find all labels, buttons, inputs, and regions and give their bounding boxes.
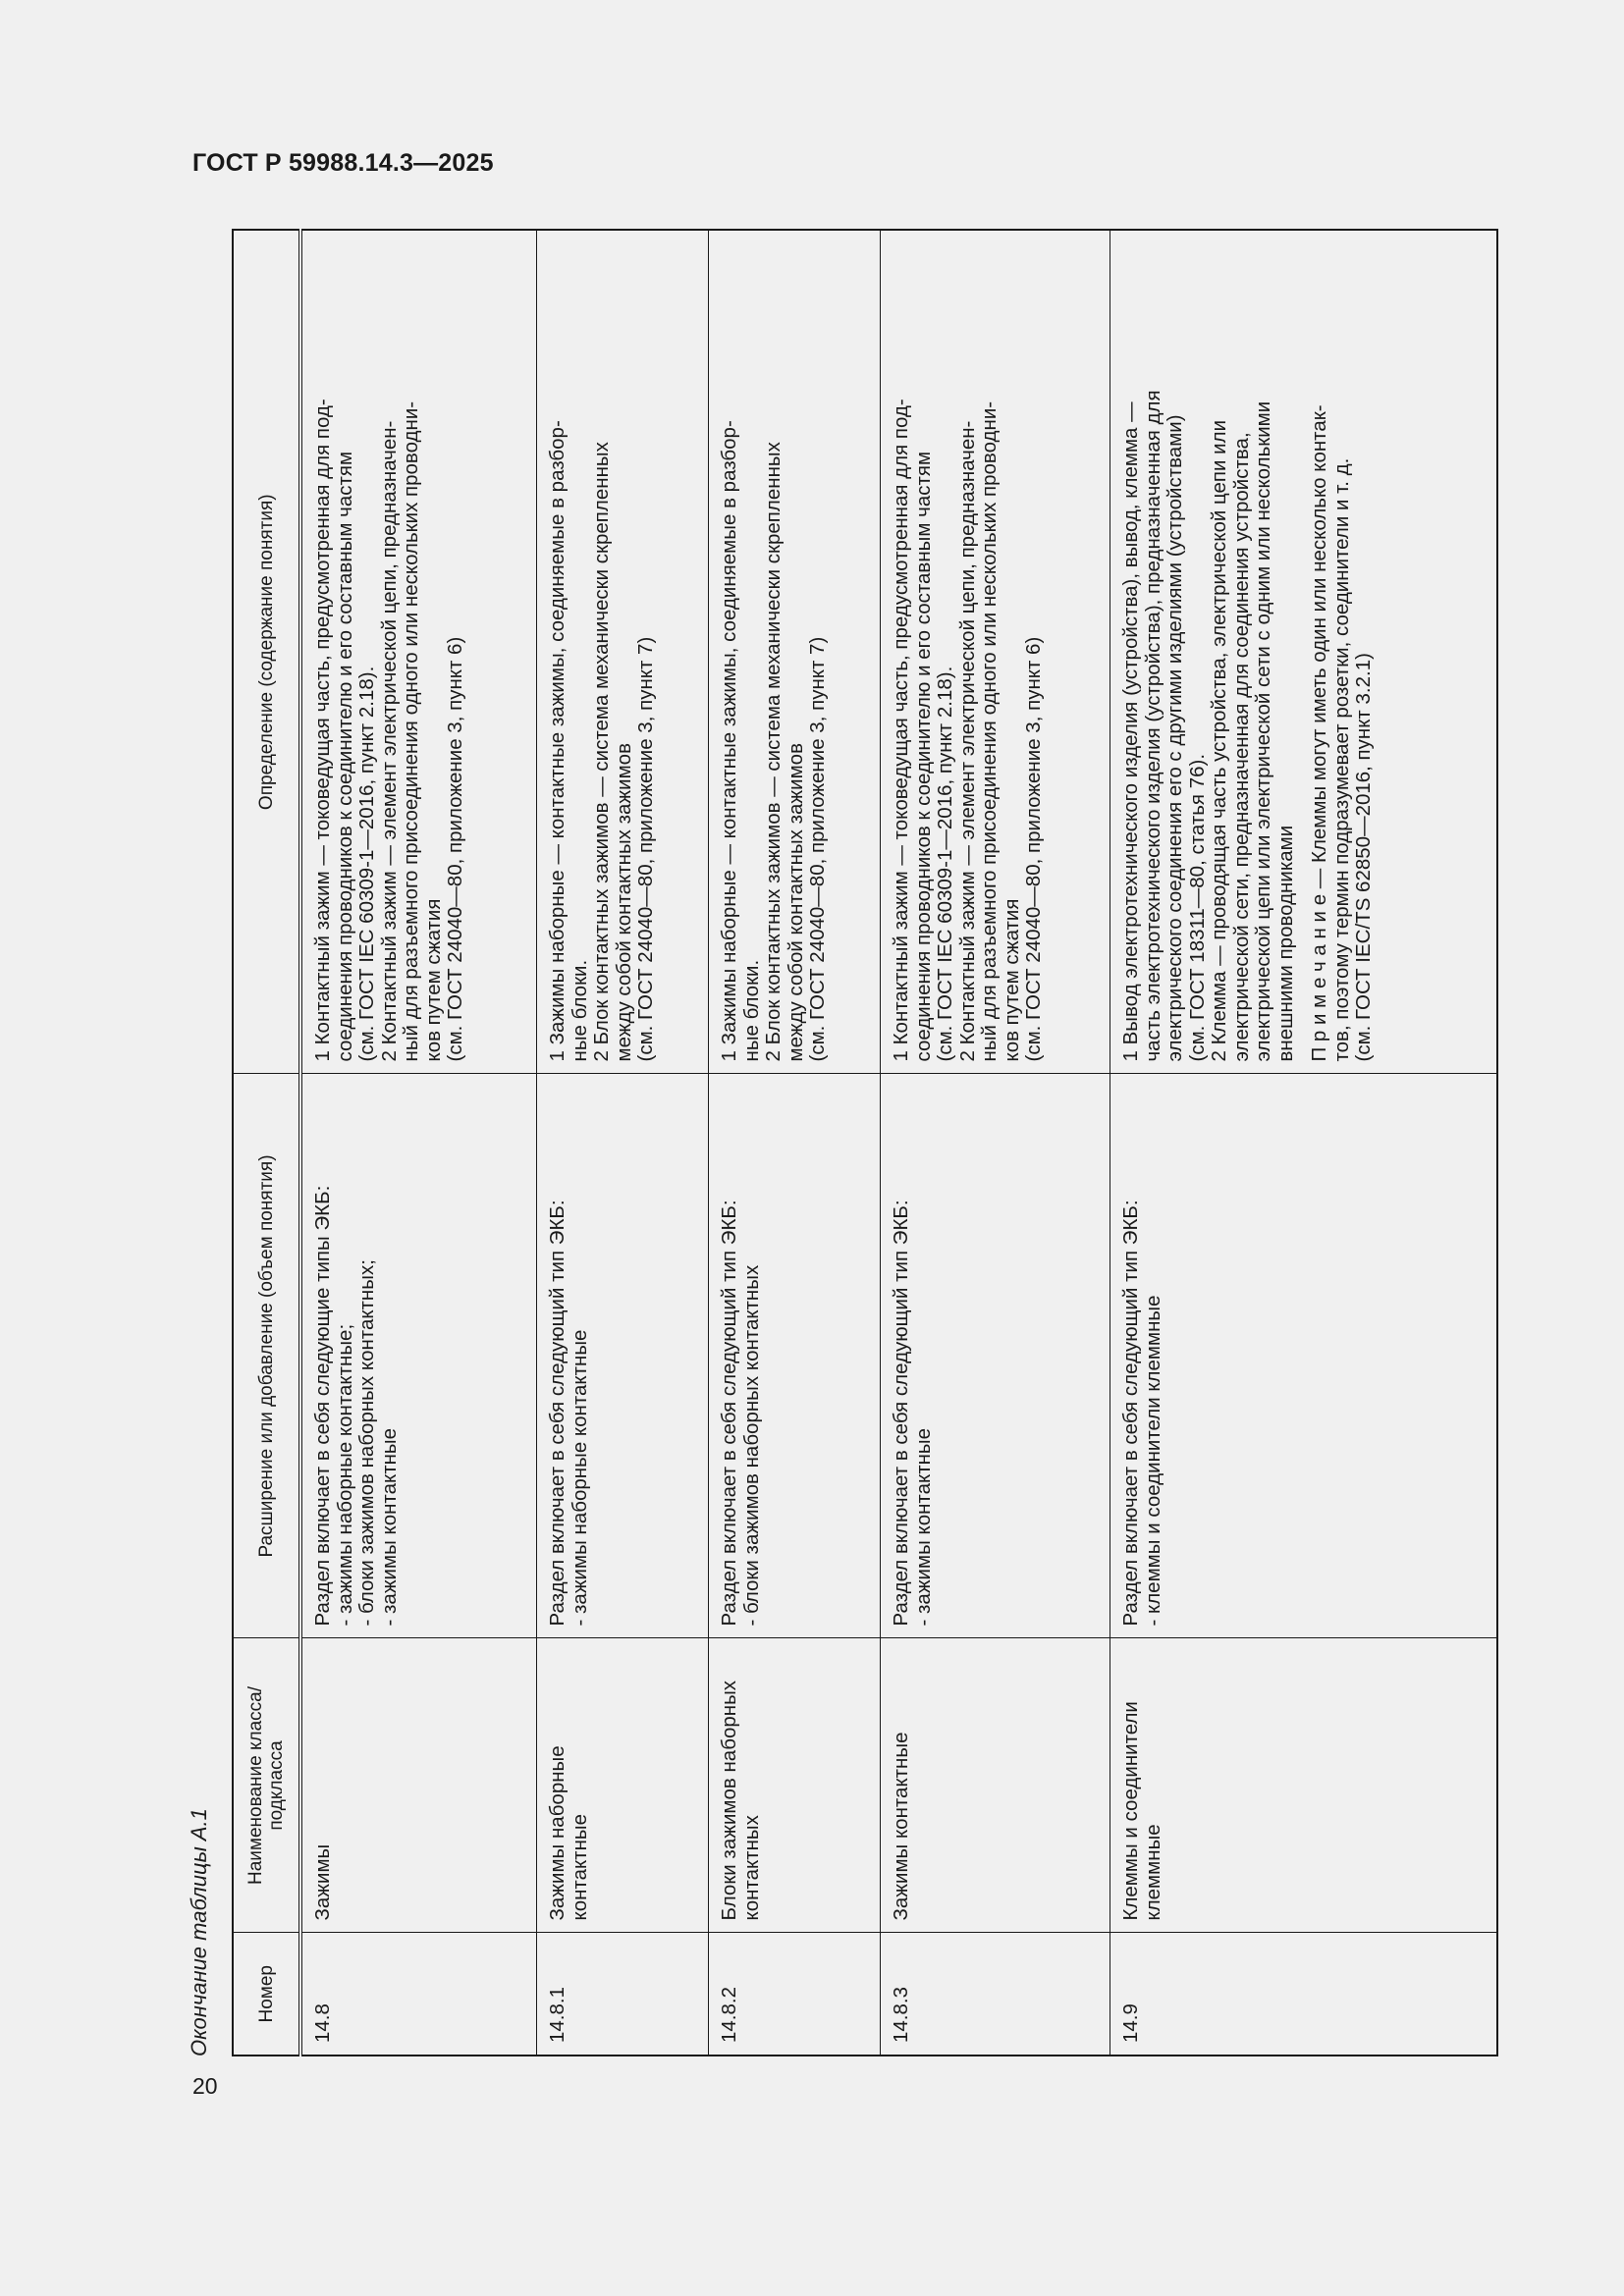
definition-line: (см. ГОСТ 24040—80, приложение 3, пункт 6) — [444, 636, 466, 1062]
definition-line: электрической сети, предназначенная для соединения устройства, — [1229, 432, 1253, 1062]
definition-line: ный для разъемного присоединения одного или нескольких проводни- — [978, 400, 1001, 1062]
cell-number: 14.8.3 — [881, 1933, 1110, 2056]
definition-line: (см. ГОСТ 24040—80, приложение 3, пункт 6) — [1022, 636, 1045, 1062]
definition-line: ные блоки. — [568, 959, 591, 1062]
note-line: тов, поэтому термин подразумевает розетки, соединители и т. д. — [1329, 457, 1353, 1062]
scope-line: Раздел включает в себя следующий тип ЭКБ: — [546, 1200, 568, 1627]
cell-name: Зажимы наборные контактные — [537, 1638, 709, 1933]
note-line: (см. ГОСТ IEC/TS 62850—2016, пункт 3.2.1) — [1352, 653, 1375, 1062]
definition-line: между собой контактных зажимов — [612, 743, 635, 1062]
cell-definition — [300, 230, 537, 1074]
cell-scope — [537, 1074, 709, 1638]
table-row — [881, 230, 1110, 2056]
scope-line: - блоки зажимов наборных контактных — [739, 1264, 763, 1627]
cell-number: 14.8 — [300, 1933, 537, 2056]
definition-line: электрической цепи или электрической сети с одним или несколькими — [1252, 400, 1274, 1062]
table-caption: Окончание таблицы А.1 — [187, 1808, 211, 2056]
definition-line: 1 Зажимы наборные — контактные зажимы, соединяемые в разбор- — [718, 420, 740, 1062]
cell-scope — [1110, 1074, 1498, 1638]
table-header-row — [233, 230, 300, 2056]
definition-line: ков путем сжатия — [421, 898, 445, 1062]
cell-definition — [709, 230, 881, 1074]
definition-line: 1 Контактный зажим — токоведущая часть, предусмотренная для под- — [311, 399, 334, 1062]
cell-number: 14.8.1 — [537, 1933, 709, 2056]
cell-number: 14.8.2 — [709, 1933, 881, 2056]
definition-line: соединения проводников к соединителю и его составным частям — [333, 451, 356, 1062]
definition-line: ные блоки. — [739, 959, 763, 1062]
scope-line: - зажимы наборные контактные — [568, 1329, 591, 1627]
cell-name: Блоки зажимов наборных контактных — [709, 1638, 881, 1933]
column-header-number: Номер — [233, 1933, 300, 2056]
cell-name: Зажимы — [300, 1638, 537, 1933]
definition-line: 1 Вывод электротехнического изделия (устройства), вывод, клемма — — [1119, 401, 1142, 1062]
table-row — [300, 230, 537, 2056]
document-header: ГОСТ Р 59988.14.3—2025 — [192, 149, 494, 177]
scope-line: Раздел включает в себя следующий тип ЭКБ: — [890, 1200, 912, 1627]
cell-scope — [881, 1074, 1110, 1638]
cell-number: 14.9 — [1110, 1933, 1498, 2056]
definition-line: (см. ГОСТ 24040—80, приложение 3, пункт 7) — [806, 636, 829, 1062]
definition-line: (см. ГОСТ 24040—80, приложение 3, пункт 7) — [634, 636, 657, 1062]
definition-line: ный для разъемного присоединения одного или нескольких проводни- — [400, 400, 422, 1062]
definition-line: (см. ГОСТ 18311—80, статья 76). — [1185, 753, 1209, 1062]
note-block — [1309, 242, 1376, 1062]
scope-line: - клеммы и соединители клеммные — [1141, 1295, 1164, 1627]
definition-line: 1 Контактный зажим — токоведущая часть, предусмотренная для под- — [890, 399, 912, 1062]
scope-line: - блоки зажимов наборных контактных; — [355, 1259, 378, 1627]
column-header-definition: Определение (содержание понятия) — [233, 230, 300, 1074]
definition-line: ков путем сжатия — [1000, 898, 1023, 1062]
cell-name: Зажимы контактные — [881, 1638, 1110, 1933]
scope-line: Раздел включает в себя следующий тип ЭКБ: — [718, 1200, 740, 1627]
definition-line: внешними проводниками — [1273, 825, 1297, 1062]
definition-line: (см. ГОСТ IEC 60309-1—2016, пункт 2.18). — [355, 666, 378, 1062]
definition-line: 2 Блок контактных зажимов — система механически скрепленных — [762, 442, 785, 1062]
table-row — [709, 230, 881, 2056]
cell-definition — [1110, 230, 1498, 1074]
definition-line: 2 Клемма — проводящая часть устройства, электрической цепи или — [1208, 419, 1230, 1062]
note-label: П р и м е ч а н и е — [1308, 893, 1330, 1062]
definition-line: 1 Зажимы наборные — контактные зажимы, соединяемые в разбор- — [546, 420, 568, 1062]
table-row — [537, 230, 709, 2056]
scope-line: - зажимы контактные — [911, 1427, 935, 1627]
note-line: — Клеммы могут иметь один или несколько контак- — [1308, 404, 1330, 894]
cell-name: Клеммы и соединители клеммные — [1110, 1638, 1498, 1933]
scope-line: - зажимы наборные контактные; — [333, 1323, 356, 1627]
rotated-table-block — [187, 231, 1498, 2056]
cell-scope — [709, 1074, 881, 1638]
definition-line: часть электротехнического изделия (устройства), предназначенная для — [1141, 390, 1164, 1062]
definition-line: соединения проводников к соединителю и его составным частям — [911, 451, 935, 1062]
definition-line: 2 Контактный зажим — элемент электрической цепи, предназначен- — [377, 420, 401, 1062]
cell-definition — [537, 230, 709, 1074]
definition-line: электрического соединения его с другими изделиями (устройствами) — [1164, 414, 1186, 1062]
definition-line: 2 Контактный зажим — элемент электрической цепи, предназначен- — [955, 420, 979, 1062]
definition-line: между собой контактных зажимов — [784, 743, 807, 1062]
definition-line: 2 Блок контактных зажимов — система механически скрепленных — [590, 442, 613, 1062]
definition-line: (см. ГОСТ IEC 60309-1—2016, пункт 2.18). — [934, 666, 956, 1062]
scope-line: - зажимы контактные — [377, 1427, 401, 1627]
scope-line: Раздел включает в себя следующий тип ЭКБ: — [1119, 1200, 1142, 1627]
page-number: 20 — [192, 2073, 218, 2099]
table-row — [1110, 230, 1498, 2056]
scope-line: Раздел включает в себя следующие типы ЭКБ: — [311, 1185, 334, 1627]
column-header-name: Наименование класса/подкласса — [233, 1638, 300, 1933]
classification-table — [232, 229, 1498, 2056]
cell-definition — [881, 230, 1110, 1074]
column-header-scope: Расширение или добавление (объем понятия) — [233, 1074, 300, 1638]
cell-scope — [300, 1074, 537, 1638]
